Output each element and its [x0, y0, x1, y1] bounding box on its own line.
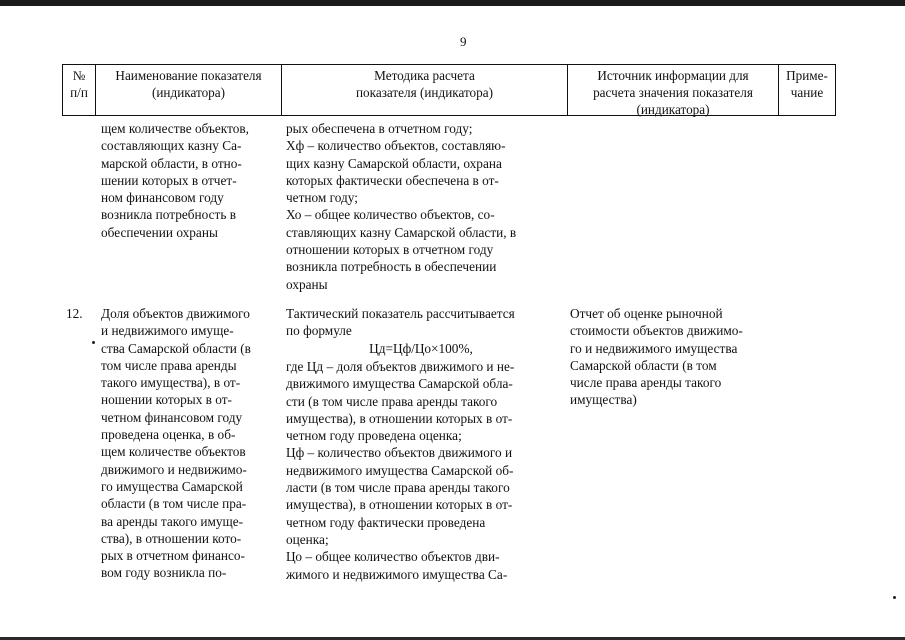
top-scan-border	[0, 0, 905, 6]
row-12-method-intro: Тактический показатель рассчитывается по формуле	[286, 306, 515, 339]
prev-row-method: рых обеспечена в отчетном году; Хф – количество объектов, составляю- щих казну Самарской области, охрана которых фактически обеспечена в от- четном году; Хо – общее количество объектов, со- ставляющих казну Самарской области, в отношении которых в отчетном году возникла потребность в обеспечении охраны	[286, 121, 517, 292]
row-12-number: 12.	[66, 306, 83, 321]
header-col-indicator-name: Наименование показателя (индикатора)	[95, 64, 281, 116]
page-number: 9	[460, 34, 467, 49]
header-col-number: № п/п	[62, 64, 95, 116]
scan-speck	[893, 596, 896, 599]
row-12-formula: Цд=Цф/Цо×100%,	[369, 341, 473, 356]
scan-speck	[92, 341, 95, 344]
header-col-note: Приме- чание	[778, 64, 836, 116]
row-12-indicator-name: Доля объектов движимого и недвижимого имуще- ства Самарской области (в том числе права аренды такого имущества), в от- ношении которых в от- четном финансовом году проведена оценка, в об- щем количестве объектов движимого и недвижимо- го имущества Самарской области (в том числе пра- ва аренды такого имуще- ства), в отношении кото- рых в отчетном финансо- вом году возникла по-	[101, 306, 251, 581]
header-col-source: Источник информации для расчета значения показателя (индикатора)	[567, 64, 778, 116]
row-12-method-definitions: где Цд – доля объектов движимого и не- движимого имущества Самарской обла- сти (в том числе права аренды такого имущества), в отношении которых в от- четном году проведена оценка; Цф – количество объектов движимого и недвижимого имущества Самарской об- ласти (в том числе права аренды такого имущества), в отношении которых в от- четном году фактически проведена оценка; Цо – общее количество объектов дви- жимого и недвижимого имущества Са-	[286, 359, 515, 582]
header-col-method: Методика расчета показателя (индикатора)	[281, 64, 567, 116]
row-12-info-source: Отчет об оценке рыночной стоимости объектов движимо- го и недвижимого имущества Самарской области (в том числе права аренды такого имущества)	[570, 306, 743, 408]
prev-row-indicator-name: щем количестве объектов, составляющих казну Са- марской области, в отно- шении которых в отчет- ном финансовом году возникла потребность в обеспечении охраны	[101, 121, 249, 240]
